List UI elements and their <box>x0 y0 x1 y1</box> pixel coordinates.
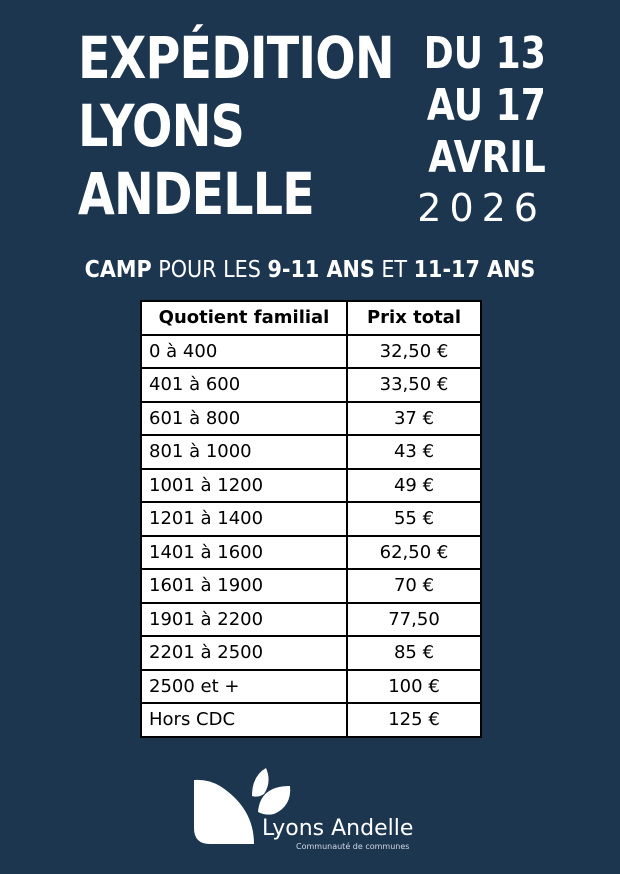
subtitle-age-range-1: 9-11 ANS <box>267 257 375 283</box>
table-row <box>141 536 481 570</box>
table-row <box>141 703 481 737</box>
date-line: AVRIL <box>428 132 546 183</box>
table-row <box>141 402 481 436</box>
table-row <box>141 368 481 402</box>
quotient-cell: 1401 à 1600 <box>141 536 347 570</box>
event-year: 2026 <box>417 186 546 230</box>
price-cell: 125 € <box>347 703 481 737</box>
table-row <box>141 569 481 603</box>
table-row <box>141 335 481 369</box>
price-cell: 70 € <box>347 569 481 603</box>
subtitle-pour-les: POUR LES <box>151 257 268 283</box>
price-cell: 85 € <box>347 636 481 670</box>
price-cell: 32,50 € <box>347 335 481 369</box>
quotient-cell: 2201 à 2500 <box>141 636 347 670</box>
subtitle-et: ET <box>374 257 414 283</box>
price-cell: 33,50 € <box>347 368 481 402</box>
quotient-cell: 1001 à 1200 <box>141 469 347 503</box>
logo-name: Lyons Andelle <box>262 816 414 841</box>
price-cell: 55 € <box>347 502 481 536</box>
subtitle-age-range-2: 11-17 ANS <box>413 257 536 283</box>
price-cell: 43 € <box>347 435 481 469</box>
price-cell: 62,50 € <box>347 536 481 570</box>
table-row <box>141 670 481 704</box>
quotient-cell: 0 à 400 <box>141 335 347 369</box>
subtitle-camp: CAMP <box>84 257 152 283</box>
title-line: ANDELLE <box>78 160 314 228</box>
header-quotient: Quotient familial <box>141 301 347 335</box>
table-row <box>141 502 481 536</box>
logo-subtitle: Communauté de communes <box>296 842 410 851</box>
camp-subtitle <box>31 254 589 286</box>
header-price: Prix total <box>347 301 481 335</box>
quotient-cell: 2500 et + <box>141 670 347 704</box>
price-cell: 49 € <box>347 469 481 503</box>
quotient-cell: 401 à 600 <box>141 368 347 402</box>
price-table <box>140 300 482 738</box>
quotient-cell: 1901 à 2200 <box>141 603 347 637</box>
table-row <box>141 636 481 670</box>
event-dates <box>424 28 546 184</box>
table-header-row <box>141 301 481 335</box>
quotient-cell: Hors CDC <box>141 703 347 737</box>
date-line: AU 17 <box>427 80 546 131</box>
table-row <box>141 603 481 637</box>
table-row <box>141 469 481 503</box>
date-line: DU 13 <box>423 28 546 79</box>
price-cell: 77,50 <box>347 603 481 637</box>
quotient-cell: 601 à 800 <box>141 402 347 436</box>
title-line: EXPÉDITION <box>78 24 394 92</box>
quotient-cell: 1201 à 1400 <box>141 502 347 536</box>
quotient-cell: 801 à 1000 <box>141 435 347 469</box>
price-cell: 37 € <box>347 402 481 436</box>
title-line: LYONS <box>78 92 245 160</box>
table-row <box>141 435 481 469</box>
quotient-cell: 1601 à 1900 <box>141 569 347 603</box>
price-cell: 100 € <box>347 670 481 704</box>
event-title <box>78 24 394 228</box>
